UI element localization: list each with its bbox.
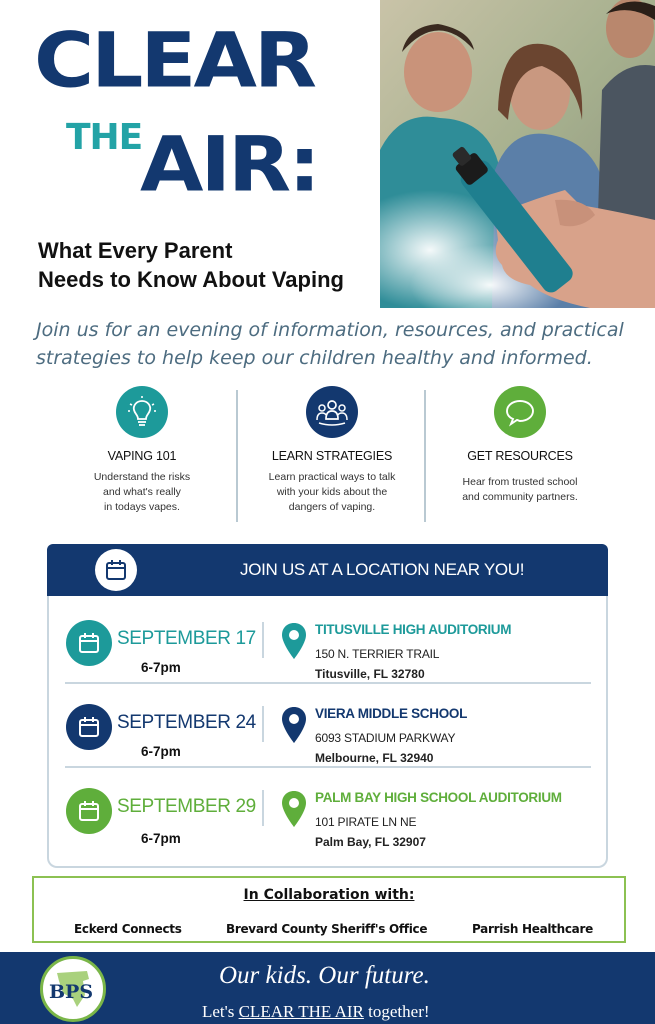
event-row (49, 774, 610, 858)
event-row (49, 606, 610, 690)
event-time: 6-7pm (141, 660, 181, 675)
feature-title: GET RESOURCES (467, 449, 573, 463)
feature-desc-line: dangers of vaping. (288, 501, 376, 513)
subtitle (38, 236, 378, 294)
footer-cta (202, 1002, 430, 1022)
feature-desc-line: Learn practical ways to talk (268, 471, 396, 483)
feature-desc-line: and what's really (103, 486, 181, 498)
event-separator (65, 682, 591, 684)
event-street: 6093 STADIUM PARKWAY (315, 731, 456, 745)
subtitle-line-2: Needs to Know About Vaping (38, 267, 344, 292)
feature-description (47, 470, 237, 515)
feature-desc-line: with your kids about the (276, 486, 388, 498)
subtitle-line-1: What Every Parent (38, 238, 233, 263)
calendar-icon (95, 549, 137, 591)
map-pin-icon (281, 622, 307, 660)
event-city: Palm Bay, FL 32907 (315, 835, 426, 849)
footer-tagline: Our kids. Our future. (219, 962, 430, 989)
calendar-icon (66, 788, 112, 834)
feature-desc-line: Hear from trusted school (462, 476, 578, 488)
event-venue: VIERA MIDDLE SCHOOL (315, 706, 468, 721)
event-row (49, 690, 610, 774)
group-icon (306, 386, 358, 438)
feature-learn-strategies (237, 380, 427, 515)
title-air: AIR: (140, 121, 318, 209)
feature-title: VAPING 101 (107, 449, 177, 463)
teens-vaping-photo (380, 0, 655, 308)
feature-description (425, 475, 615, 505)
footer (0, 952, 655, 1024)
feature-title: LEARN STRATEGIES (271, 449, 393, 463)
features-row (40, 380, 610, 525)
map-pin-icon (281, 706, 307, 744)
collaboration-title: In Collaboration with: (243, 887, 415, 903)
cta-suffix: together! (363, 1002, 430, 1021)
locations-card (47, 596, 608, 868)
event-separator (65, 766, 591, 768)
locations-banner (47, 544, 608, 596)
partner-eckerd: Eckerd Connects (74, 922, 182, 936)
event-divider (262, 790, 264, 826)
event-street: 101 PIRATE LN NE (315, 815, 417, 829)
lightbulb-icon (116, 386, 168, 438)
intro-text: Join us for an evening of information, resources, and practical strategies to help keep our children healthy and informed. (36, 319, 624, 369)
event-time: 6-7pm (141, 831, 181, 846)
event-divider (262, 622, 264, 658)
partner-sheriff: Brevard County Sheriff's Office (226, 922, 428, 936)
cta-link[interactable]: CLEAR THE AIR (238, 1002, 364, 1021)
event-venue: TITUSVILLE HIGH AUDITORIUM (315, 622, 512, 637)
event-divider (262, 706, 264, 742)
title-clear: CLEAR (34, 17, 315, 105)
event-time: 6-7pm (141, 744, 181, 759)
collaboration-box (32, 876, 626, 943)
calendar-icon (66, 620, 112, 666)
event-city: Titusville, FL 32780 (315, 667, 425, 681)
title-the: THE (66, 117, 143, 158)
feature-description (237, 470, 427, 515)
bps-logo (40, 956, 106, 1022)
event-date: SEPTEMBER 24 (117, 712, 256, 733)
chat-bubble-icon (494, 386, 546, 438)
event-date: SEPTEMBER 17 (117, 628, 256, 649)
feature-desc-line: in todays vapes. (104, 501, 180, 513)
feature-vaping-101 (47, 380, 237, 515)
event-street: 150 N. TERRIER TRAIL (315, 647, 440, 661)
banner-title: JOIN US AT A LOCATION NEAR YOU! (240, 560, 525, 579)
event-city: Melbourne, FL 32940 (315, 751, 434, 765)
feature-get-resources (425, 380, 615, 505)
event-date: SEPTEMBER 29 (117, 796, 256, 817)
logo-text: BPS (49, 981, 94, 1003)
partner-parrish: Parrish Healthcare (472, 922, 593, 936)
map-pin-icon (281, 790, 307, 828)
calendar-icon (66, 704, 112, 750)
event-venue: PALM BAY HIGH SCHOOL AUDITORIUM (315, 790, 562, 805)
feature-desc-line: Understand the risks (93, 471, 191, 483)
feature-desc-line: and community partners. (462, 491, 578, 503)
cta-prefix: Let's (202, 1002, 239, 1021)
